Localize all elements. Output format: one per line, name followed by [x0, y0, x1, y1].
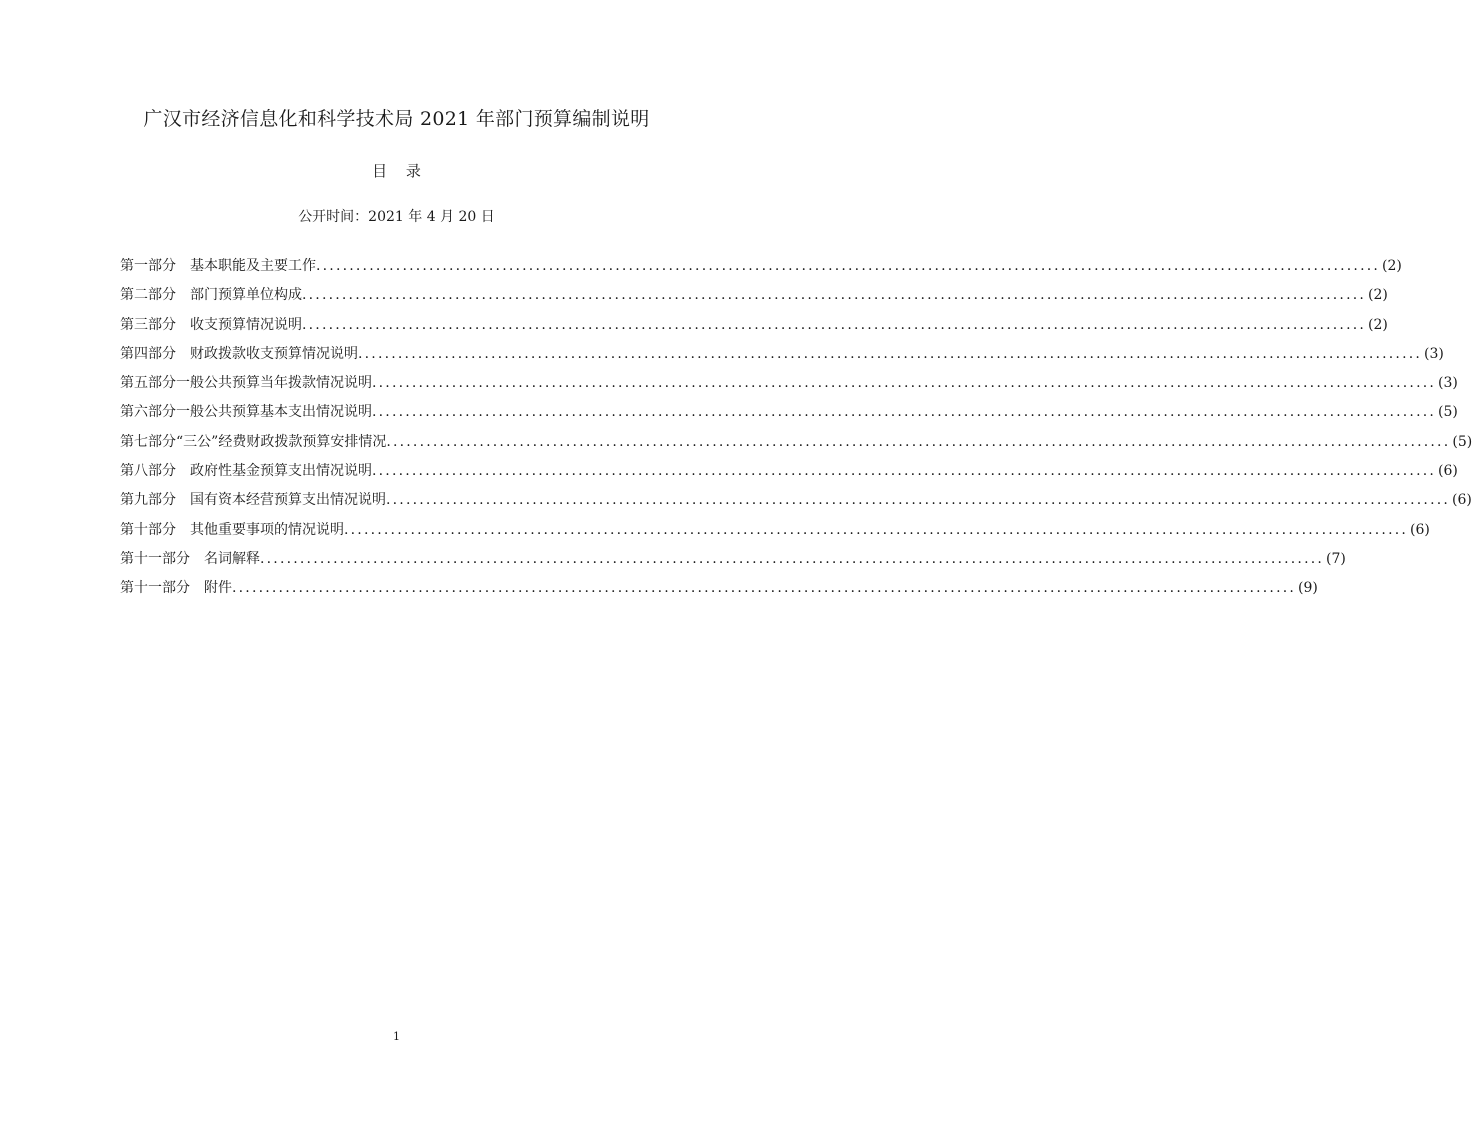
toc-page-number: (2) [1368, 287, 1388, 304]
toc-title: 收支预算情况说明 [190, 316, 302, 333]
toc-entry[interactable] [120, 401, 1458, 430]
toc-title: 部门预算单位构成 [190, 287, 302, 304]
toc-leader-dots: ................................................................................................................................................................ [372, 375, 1437, 392]
toc-page-number: (9) [1298, 580, 1318, 597]
toc-title: 财政拨款收支预算情况说明 [190, 345, 358, 362]
toc-gap [176, 255, 190, 275]
document-title: 广汉市经济信息化和科学技术局 2021 年部门预算编制说明 [143, 108, 650, 130]
toc-leader-dots: ................................................................................................................................................................ [358, 345, 1423, 362]
toc-title: 国有资本经营预算支出情况说明 [190, 492, 386, 509]
toc-leader-dots: ................................................................................................................................................................ [232, 580, 1297, 597]
toc-entry[interactable] [120, 284, 1388, 313]
page-number: 1 [393, 1030, 400, 1043]
toc-page-number: (3) [1438, 375, 1458, 392]
toc-entry[interactable] [120, 343, 1444, 372]
toc-page-number: (2) [1368, 316, 1388, 333]
toc-page-number: (6) [1452, 492, 1472, 509]
toc-leader-dots: ................................................................................................................................................................ [372, 404, 1437, 421]
toc-entry[interactable] [120, 460, 1458, 489]
toc-heading: 目 录 [372, 162, 421, 180]
toc-entry[interactable] [120, 519, 1430, 548]
toc-part-label: 第八部分 [120, 463, 176, 480]
toc-leader-dots: ................................................................................................................................................................ [372, 463, 1437, 480]
toc-leader-dots: ................................................................................................................................................................ [344, 521, 1409, 538]
toc-title: 附件 [204, 580, 232, 597]
toc-part-label: 第七部分 [120, 433, 176, 450]
toc-part-label: 第一部分 [120, 258, 176, 274]
toc-entry[interactable] [120, 255, 1402, 284]
toc-title: 名词解释 [204, 550, 260, 567]
toc-page-number: (5) [1438, 404, 1458, 421]
toc-title: 政府性基金预算支出情况说明 [190, 463, 372, 480]
toc-part-label: 第六部分 [120, 404, 176, 421]
toc-leader-dots: ................................................................................................................................................................ [386, 433, 1451, 450]
toc-leader-dots: ................................................................................................................................................................ [302, 287, 1367, 304]
table-of-contents [120, 255, 1472, 607]
toc-page-number: (3) [1424, 345, 1444, 362]
toc-title: 一般公共预算当年拨款情况说明 [176, 375, 372, 392]
toc-page-number: (7) [1326, 550, 1346, 567]
publish-time: 公开时间：2021 年 4 月 20 日 [298, 209, 495, 225]
toc-part-label: 第九部分 [120, 492, 176, 509]
toc-gap [176, 284, 190, 304]
toc-entry[interactable] [120, 548, 1346, 577]
toc-page-number: (2) [1382, 258, 1402, 274]
toc-gap [176, 489, 190, 509]
toc-entry[interactable] [120, 372, 1458, 401]
toc-title: 一般公共预算基本支出情况说明 [176, 404, 372, 421]
toc-part-label: 第十部分 [120, 521, 176, 538]
toc-entry[interactable] [120, 431, 1472, 460]
toc-title: 基本职能及主要工作 [190, 258, 316, 274]
toc-part-label: 第二部分 [120, 287, 176, 304]
toc-title: 其他重要事项的情况说明 [190, 521, 344, 538]
toc-gap [190, 548, 204, 568]
toc-page-number: (6) [1410, 521, 1430, 538]
toc-page-number: (5) [1452, 433, 1472, 450]
toc-leader-dots: ................................................................................................................................................................ [260, 550, 1325, 567]
toc-entry[interactable] [120, 314, 1388, 343]
toc-leader-dots: ................................................................................................................................................................ [386, 492, 1451, 509]
toc-part-label: 第十一部分 [120, 580, 190, 597]
toc-leader-dots: ................................................................................................................................................................ [316, 258, 1381, 274]
toc-part-label: 第四部分 [120, 345, 176, 362]
toc-gap [176, 460, 190, 480]
toc-part-label: 第三部分 [120, 316, 176, 333]
toc-gap [176, 314, 190, 334]
toc-part-label: 第十一部分 [120, 550, 190, 567]
toc-page-number: (6) [1438, 463, 1458, 480]
toc-entry[interactable] [120, 489, 1472, 518]
toc-title: “三公”经费财政拨款预算安排情况 [176, 433, 387, 450]
toc-gap [176, 343, 190, 363]
toc-leader-dots: ................................................................................................................................................................ [302, 316, 1367, 333]
toc-entry[interactable] [120, 577, 1318, 606]
toc-gap [176, 519, 190, 539]
toc-part-label: 第五部分 [120, 375, 176, 392]
toc-gap [190, 577, 204, 597]
